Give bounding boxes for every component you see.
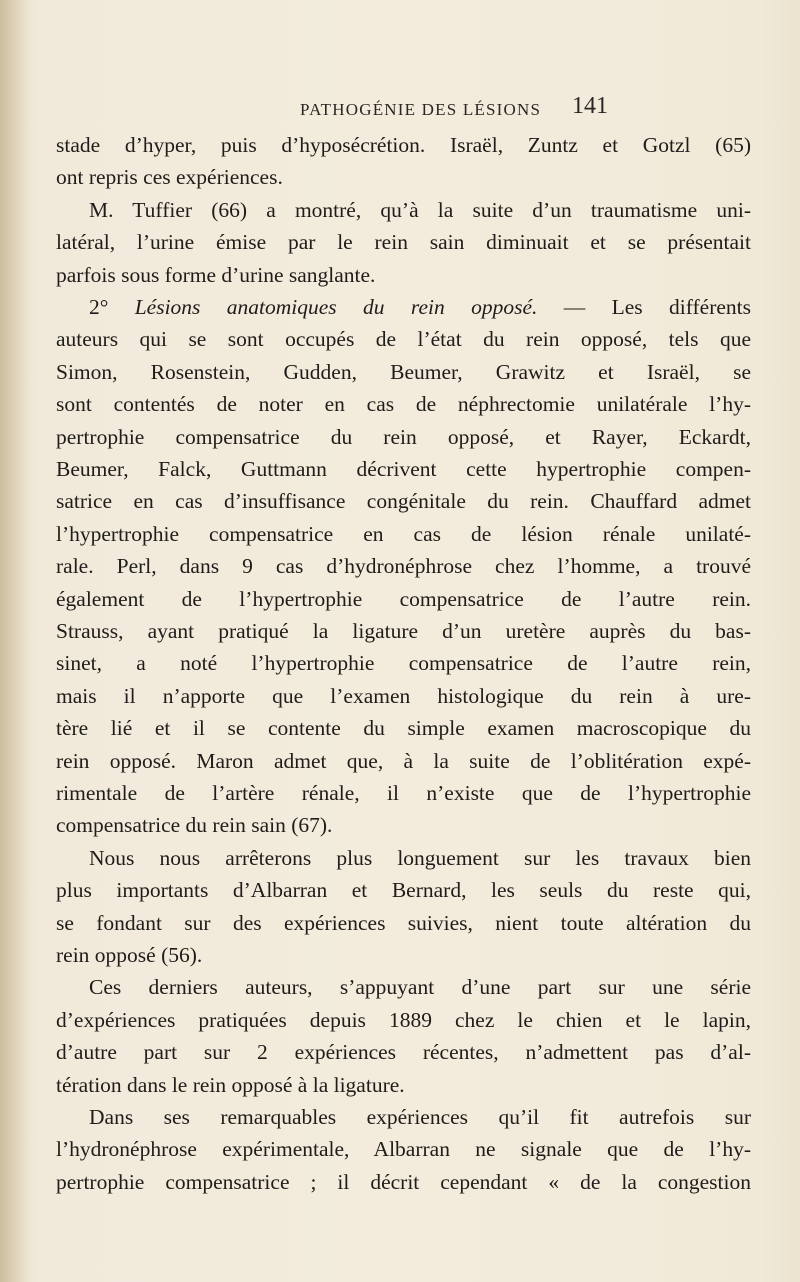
text-line: d’expériences pratiquées depuis 1889 chez le chien et le lapin, [56, 1007, 751, 1032]
text-line: mais il n’apporte que l’examen histologique du rein à ure- [56, 683, 751, 708]
page-number: 141 [572, 93, 608, 119]
text-line: Ces derniers auteurs, s’appuyant d’une part sur une série [89, 975, 751, 1000]
text-line: tère lié et il se contente du simple examen macroscopique du [56, 716, 751, 741]
text-line: Strauss, ayant pratiqué la ligature d’un uretère auprès du bas- [56, 619, 751, 643]
text-line: Beumer, Falck, Guttmann décrivent cette hypertrophie compen- [56, 457, 751, 481]
text-line [89, 292, 751, 322]
page-gutter-shadow [0, 0, 30, 1282]
text-line: parfois sous forme d’urine sanglante. [56, 262, 376, 287]
text-line: Simon, Rosenstein, Gudden, Beumer, Grawitz et Israël, se [56, 359, 751, 384]
running-head: PATHOGÉNIE DES LÉSIONS [300, 100, 542, 119]
text-line: Dans ses remarquables expériences qu’il fit autrefois sur [89, 1105, 751, 1129]
text-line: pertrophie compensatrice ; il décrit cependant « de la congestion [56, 1169, 751, 1194]
text-line: compensatrice du rein sain (67). [56, 813, 333, 838]
text-line: pertrophie compensatrice du rein opposé, et Rayer, Eckardt, [56, 424, 751, 449]
text-line: l’hypertrophie compensatrice en cas de lésion rénale unilaté- [56, 521, 751, 546]
text-line: sont contentés de noter en cas de néphrectomie unilatérale l’hy- [56, 392, 751, 417]
text-line: rein opposé. Maron admet que, à la suite de l’oblitération expé- [56, 748, 751, 773]
text-line: l’hydronéphrose expérimentale, Albarran ne signale que de l’hy- [56, 1137, 751, 1162]
text-line: se fondant sur des expériences suivies, nient toute altération du [56, 910, 751, 935]
text-line: également de l’hypertrophie compensatrice de l’autre rein. [56, 586, 751, 611]
text-line: tération dans le rein opposé à la ligature. [56, 1072, 405, 1097]
text-line: latéral, l’urine émise par le rein sain diminuait et se présentait [56, 230, 751, 255]
text-line: plus importants d’Albarran et Bernard, les seuls du reste qui, [56, 878, 751, 903]
text-line: d’autre part sur 2 expériences récentes, n’admettent pas d’al- [56, 1040, 751, 1065]
text-line: satrice en cas d’insuffisance congénitale du rein. Chauffard admet [56, 489, 751, 514]
text-line: rein opposé (56). [56, 943, 203, 967]
section-number: 2° [89, 295, 135, 319]
text-line: M. Tuffier (66) a montré, qu’à la suite d’un traumatisme uni- [89, 197, 751, 222]
text-line: ont repris ces expériences. [56, 165, 283, 190]
text-line: sinet, a noté l’hypertrophie compensatrice de l’autre rein, [56, 651, 751, 676]
text-line: rimentale de l’artère rénale, il n’existe que de l’hypertrophie [56, 781, 751, 805]
text-line: Nous nous arrêterons plus longuement sur les travaux bien [89, 845, 751, 870]
text-line: rale. Perl, dans 9 cas d’hydronéphrose chez l’homme, a trouvé [56, 554, 751, 579]
section-heading: Lésions anatomiques du rein opposé. [134, 295, 538, 319]
text-line: auteurs qui se sont occupés de l’état du rein opposé, tels que [56, 327, 751, 352]
line-text: — Les différents [537, 295, 751, 319]
text-line: stade d’hyper, puis d’hyposécrétion. Israël, Zuntz et Gotzl (65) [56, 133, 751, 157]
